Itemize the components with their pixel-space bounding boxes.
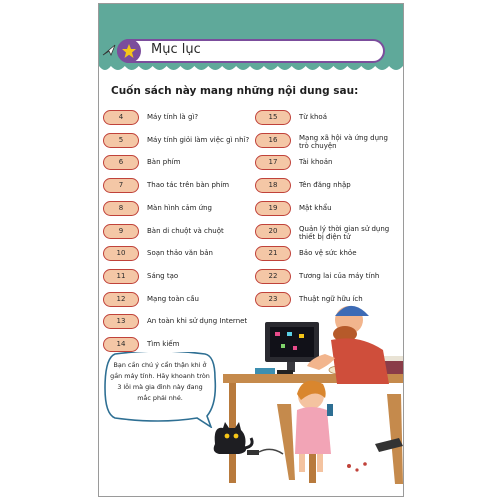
toc-item-label: Bàn di chuột và chuột [147,226,224,235]
toc-item [103,246,255,262]
toc-item-label: Từ khoá [299,113,327,121]
toc-item-label: Tài khoản [299,158,333,167]
title-bar [117,39,385,63]
toc-item [103,269,255,285]
page-number-badge: 18 [255,178,291,193]
toc-item [255,110,395,126]
toc-item [103,201,255,217]
toc-item-label: Tìm kiếm [147,340,180,348]
book-page [98,3,404,497]
page-number-badge: 4 [103,110,139,125]
page-number-badge: 9 [103,224,139,239]
page-number-badge: 20 [255,224,291,239]
toc-item [103,155,255,171]
toc-item [103,133,255,149]
toc-heading: Cuốn sách này mang những nội dung sau: [111,85,359,97]
toc-item-label: Bảo vệ sức khỏe [299,249,357,258]
toc-item [103,224,255,240]
page-number-badge: 15 [255,110,291,125]
toc-item-label: Thao tác trên bàn phím [147,181,230,190]
page-title: Mục lục [151,42,201,57]
toc-item-label: Sáng tạo [147,271,179,280]
toc-item-label: Bàn phím [147,158,181,167]
page-number-badge: 10 [103,246,139,261]
page-number-badge: 13 [103,314,139,329]
toc-item-label: Thuật ngữ hữu ích [299,294,363,303]
toc-item [103,178,255,194]
floor-cable [245,444,285,464]
page-number-badge: 11 [103,269,139,284]
toc-item-label: Soạn thảo văn bản [147,249,213,258]
page-number-badge: 19 [255,201,291,216]
toc-item-label: Tương lai của máy tính [299,271,380,280]
page-number-badge: 7 [103,178,139,193]
page-number-badge: 5 [103,133,139,148]
toc-item-label: Máy tính giỏi làm việc gì nhỉ? [147,135,250,144]
page-number-badge: 12 [103,292,139,307]
toc-item [255,133,395,149]
toc-item-label: Mạng toàn cầu [147,294,199,303]
toc-item-label: Màn hình cảm ứng [147,203,212,212]
page-number-badge: 14 [103,337,139,352]
toc-item-label: Mật khẩu [299,203,332,212]
toc-item [255,269,395,285]
star-badge [117,39,141,63]
page-number-badge: 6 [103,155,139,170]
star-icon [121,43,137,59]
speech-bubble-text: Bạn cần chú ý cẩn thận khi ở gần máy tính. Hãy khoanh tròn 3 lỗi mà gia đình này đang mắc phải nhé. [110,361,210,402]
toc-item [255,246,395,262]
toc-item-label: Máy tính là gì? [147,113,199,121]
toc-item [255,201,395,217]
toc-item-label: Tên đăng nhập [299,181,351,190]
paper-plane-icon [102,44,116,56]
toc-item [255,155,395,171]
page-number-badge: 8 [103,201,139,216]
toc-item [255,178,395,194]
page-number-badge: 21 [255,246,291,261]
toc-item [255,224,395,240]
toc-item-label: Mạng xã hội và ứng dụng trò chuyện [299,133,388,151]
family-computer-illustration [199,294,404,494]
toc-item-label: An toàn khi sử dụng Internet [147,317,248,326]
page-number-badge: 16 [255,133,291,148]
toc-item [103,110,255,126]
toc-item-label: Quản lý thời gian sử dụng thiết bị điện tử [299,224,390,241]
page-number-badge: 17 [255,155,291,170]
page-number-badge: 22 [255,269,291,284]
page-number-badge: 23 [255,292,291,307]
